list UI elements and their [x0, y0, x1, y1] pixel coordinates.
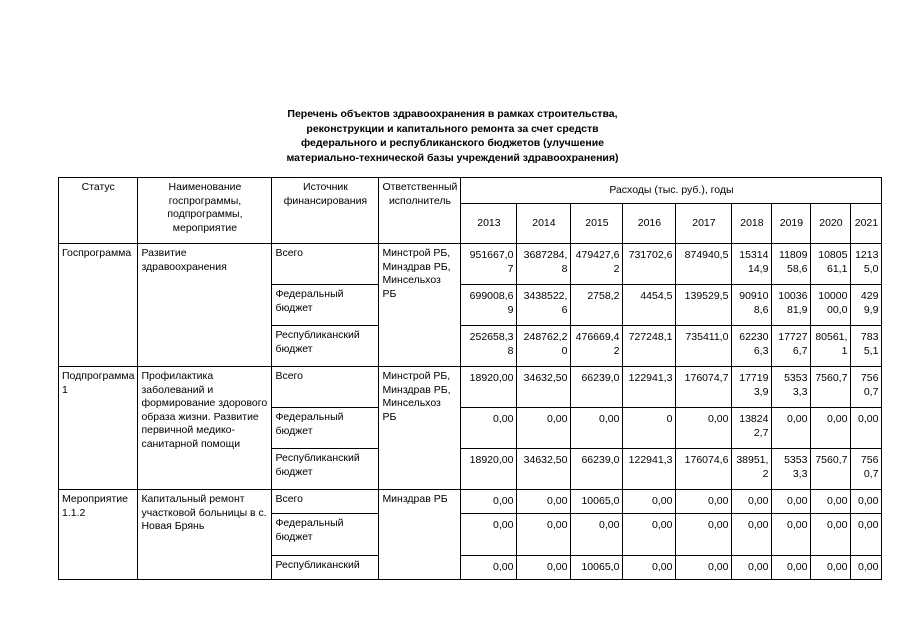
value-cell: 53533,3 [772, 449, 811, 490]
value-cell: 1003681,9 [772, 285, 811, 326]
value-cell: 12135,0 [851, 244, 882, 285]
value-cell: 735411,0 [676, 326, 732, 367]
value-cell: 0,00 [732, 514, 772, 556]
value-cell: 0,00 [623, 514, 676, 556]
value-cell: 951667,07 [461, 244, 517, 285]
value-cell: 122941,3 [623, 449, 676, 490]
value-cell: 0,00 [517, 556, 571, 580]
value-cell: 53533,3 [772, 367, 811, 408]
value-cell: 176074,6 [676, 449, 732, 490]
value-cell: 122941,3 [623, 367, 676, 408]
value-cell: 66239,0 [571, 367, 623, 408]
value-cell: 1180958,6 [772, 244, 811, 285]
value-cell: 727248,1 [623, 326, 676, 367]
header-year: 2016 [623, 204, 676, 244]
value-cell: 66239,0 [571, 449, 623, 490]
value-cell: 0,00 [571, 514, 623, 556]
title-line: федерального и республиканского бюджетов (улучшение [301, 137, 604, 150]
value-cell: 4299,9 [851, 285, 882, 326]
value-cell: 139529,5 [676, 285, 732, 326]
value-cell: 0,00 [676, 408, 732, 449]
header-year: 2013 [461, 204, 517, 244]
value-cell: 0,00 [772, 556, 811, 580]
value-cell: 0,00 [623, 556, 676, 580]
value-cell: 622306,3 [732, 326, 772, 367]
value-cell: 479427,62 [571, 244, 623, 285]
title-line: Перечень объектов здравоохранения в рамках строительства, [287, 108, 618, 120]
value-cell: 252658,38 [461, 326, 517, 367]
row-source: Всего [272, 367, 379, 408]
value-cell: 0,00 [571, 408, 623, 449]
value-cell: 138242,7 [732, 408, 772, 449]
row-status: Подпрограмма 1 [59, 367, 138, 490]
value-cell: 1000000,0 [811, 285, 851, 326]
header-year: 2015 [571, 204, 623, 244]
value-cell: 0,00 [461, 514, 517, 556]
value-cell: 34632,50 [517, 449, 571, 490]
header-year: 2014 [517, 204, 571, 244]
value-cell: 0,00 [851, 408, 882, 449]
header-year: 2019 [772, 204, 811, 244]
value-cell: 18920,00 [461, 449, 517, 490]
value-cell: 0,00 [811, 556, 851, 580]
value-cell: 476669,42 [571, 326, 623, 367]
header-status: Статус [59, 178, 138, 244]
row-source: Федеральный бюджет [272, 408, 379, 449]
value-cell: 0,00 [772, 514, 811, 556]
value-cell: 699008,69 [461, 285, 517, 326]
value-cell: 0,00 [517, 408, 571, 449]
document-title [250, 107, 655, 165]
value-cell: 0,00 [517, 514, 571, 556]
value-cell: 0,00 [851, 490, 882, 514]
value-cell: 80561,1 [811, 326, 851, 367]
value-cell: 34632,50 [517, 367, 571, 408]
value-cell: 0,00 [732, 556, 772, 580]
row-source: Федеральный бюджет [272, 514, 379, 556]
value-cell: 0,00 [676, 490, 732, 514]
value-cell: 176074,7 [676, 367, 732, 408]
row-source: Всего [272, 244, 379, 285]
value-cell: 18920,00 [461, 367, 517, 408]
value-cell: 0,00 [851, 514, 882, 556]
row-name: Профилактика заболеваний и формирование здорового образа жизни. Развитие первичной медико-санитарной помощи [138, 367, 272, 490]
row-source: Всего [272, 490, 379, 514]
header-year: 2018 [732, 204, 772, 244]
row-status: Госпрограмма [59, 244, 138, 367]
row-source: Республиканский бюджет [272, 326, 379, 367]
value-cell: 7560,7 [851, 449, 882, 490]
table-row [59, 490, 882, 514]
header-year: 2017 [676, 204, 732, 244]
value-cell: 10065,0 [571, 556, 623, 580]
row-source: Республиканский [272, 556, 379, 580]
value-cell: 248762,20 [517, 326, 571, 367]
header-expenses: Расходы (тыс. руб.), годы [461, 178, 882, 204]
value-cell: 0,00 [811, 490, 851, 514]
title-line: материально-технической базы учреждений здравоохранения) [286, 151, 619, 164]
table-row [59, 244, 882, 285]
value-cell: 177276,7 [772, 326, 811, 367]
value-cell: 0,00 [732, 490, 772, 514]
value-cell: 0,00 [517, 490, 571, 514]
value-cell: 7560,7 [851, 367, 882, 408]
value-cell: 0,00 [623, 490, 676, 514]
value-cell: 0,00 [851, 556, 882, 580]
value-cell: 0,00 [772, 490, 811, 514]
row-source: Федеральный бюджет [272, 285, 379, 326]
value-cell: 0,00 [811, 514, 851, 556]
value-cell: 0,00 [811, 408, 851, 449]
value-cell: 0,00 [461, 490, 517, 514]
value-cell: 1080561,1 [811, 244, 851, 285]
row-executor: Минздрав РБ [379, 490, 461, 580]
header-name: Наименование госпрограммы, подпрограммы, мероприятие [138, 178, 272, 244]
header-executor: Ответственный исполнитель [379, 178, 461, 244]
value-cell: 0,00 [676, 556, 732, 580]
value-cell: 1531414,9 [732, 244, 772, 285]
value-cell: 0,00 [461, 408, 517, 449]
row-name: Развитие здравоохранения [138, 244, 272, 367]
value-cell: 909108,6 [732, 285, 772, 326]
value-cell: 0,00 [461, 556, 517, 580]
header-year: 2020 [811, 204, 851, 244]
value-cell: 7560,7 [811, 449, 851, 490]
title-line: реконструкции и капитального ремонта за счет средств [306, 122, 599, 135]
value-cell: 4454,5 [623, 285, 676, 326]
value-cell: 874940,5 [676, 244, 732, 285]
value-cell: 731702,6 [623, 244, 676, 285]
header-year: 2021 [851, 204, 882, 244]
value-cell: 3438522,6 [517, 285, 571, 326]
row-executor: Минстрой РБ, Минздрав РБ, Минсельхоз РБ [379, 367, 461, 490]
value-cell: 2758,2 [571, 285, 623, 326]
value-cell: 3687284,8 [517, 244, 571, 285]
expenses-table [58, 177, 882, 580]
header-source: Источник финансирования [272, 178, 379, 244]
row-executor: Минстрой РБ, Минздрав РБ, Минсельхоз РБ [379, 244, 461, 367]
value-cell: 7835,1 [851, 326, 882, 367]
value-cell: 0,00 [772, 408, 811, 449]
row-source: Республиканский бюджет [272, 449, 379, 490]
row-name: Капитальный ремонт участковой больницы в с. Новая Брянь [138, 490, 272, 580]
table-row [59, 367, 882, 408]
row-status: Мероприятие 1.1.2 [59, 490, 138, 580]
value-cell: 177193,9 [732, 367, 772, 408]
value-cell: 0,00 [676, 514, 732, 556]
value-cell: 0 [623, 408, 676, 449]
value-cell: 10065,0 [571, 490, 623, 514]
value-cell: 38951,2 [732, 449, 772, 490]
value-cell: 7560,7 [811, 367, 851, 408]
